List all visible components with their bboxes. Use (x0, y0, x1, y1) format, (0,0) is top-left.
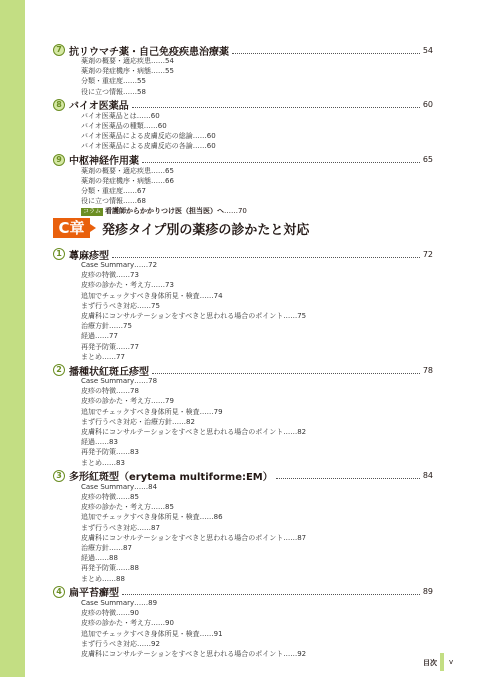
toc-entry: 再発予防策……88 (81, 564, 139, 573)
toc-entry: 薬剤の概要・適応疾患……65 (81, 166, 174, 175)
section-number-badge: 4 (53, 586, 65, 598)
dot-leader (142, 156, 420, 163)
dot-leader (112, 251, 420, 258)
section-page: 60 (422, 100, 433, 110)
toc-entry: 経過……83 (81, 438, 118, 447)
section-number-badge: 3 (53, 470, 65, 482)
dot-leader (276, 472, 420, 479)
toc-entry: 追加でチェックすべき身体所見・検査……79 (81, 407, 223, 416)
toc-entry: 治療方針……75 (81, 322, 132, 331)
toc-entry: まとめ……83 (81, 458, 125, 467)
toc-entry: 役に立つ情報……58 (81, 87, 146, 96)
toc-entry: まず行うべき対応・治療方針……82 (81, 417, 195, 426)
toc-entry: 再発予防策……77 (81, 342, 139, 351)
toc-entry: まとめ……88 (81, 574, 125, 583)
section-items (81, 260, 433, 362)
toc-entry: Case Summary……89 (81, 598, 158, 607)
toc-entry: まず行うべき対応……92 (81, 639, 160, 648)
column-badge: コラム (83, 208, 101, 216)
section-number-badge: 8 (53, 99, 65, 111)
section-number-badge: 9 (53, 154, 65, 166)
toc-entry: 皮疹の特徴……85 (81, 493, 139, 502)
section-number-badge: 2 (53, 364, 65, 376)
section-page: 84 (422, 471, 433, 481)
toc-top-sections (53, 44, 433, 206)
toc-entry: Case Summary……72 (81, 261, 158, 269)
toc-entry: 皮疹の診かた・考え方……73 (81, 281, 174, 290)
chapter-title: 発疹タイプ別の薬疹の診かたと対応 (102, 222, 310, 238)
section-title: 蕁麻疹型 (69, 250, 109, 262)
toc-entry: まず行うべき対応……87 (81, 523, 160, 532)
toc-entry: 皮疹の診かた・考え方……90 (81, 619, 174, 628)
toc-entry: バイオ医薬品とは……60 (81, 111, 160, 120)
toc-entry: 皮膚科にコンサルテーションをすべきと思われる場合のポイント……82 (81, 428, 307, 437)
toc-entry: 皮膚科にコンサルテーションをすべきと思われる場合のポイント……75 (81, 312, 307, 321)
toc-entry: 薬剤の概要・適応疾患……54 (81, 57, 174, 65)
section-page: 65 (422, 155, 433, 165)
toc-entry: 皮膚科にコンサルテーションをすべきと思われる場合のポイント……87 (81, 533, 307, 542)
column-page: ……70 (223, 207, 247, 216)
section-heading (53, 248, 433, 260)
toc-entry: 役に立つ情報……68 (81, 197, 146, 206)
column-text: 看護師からかかりつけ医（担当医）へ (104, 207, 224, 216)
toc-entry: まず行うべき対応……75 (81, 301, 160, 310)
footer-page-number: v (449, 658, 454, 666)
section-title: バイオ医薬品 (69, 101, 129, 113)
section-title: 扁平苔癬型 (69, 588, 119, 600)
footer-bar (440, 653, 444, 671)
section-items (81, 166, 433, 207)
toc-chapter-c (53, 246, 433, 659)
toc-entry: 皮疹の特徴……73 (81, 271, 139, 280)
section-title: 播種状紅斑丘疹型 (69, 366, 149, 378)
toc-entry: 薬剤の発症機序・病態……55 (81, 67, 174, 76)
section-page: 78 (422, 365, 433, 375)
section-page: 72 (422, 249, 433, 259)
toc-entry: Case Summary……78 (81, 377, 158, 386)
section-items (81, 376, 433, 468)
section-items (81, 482, 433, 584)
section-number-badge: 7 (53, 44, 65, 56)
section-title: 中枢神経作用薬 (69, 156, 139, 168)
section-items (81, 111, 433, 152)
toc-entry: 分類・重症度……55 (81, 77, 146, 86)
toc-entry: 追加でチェックすべき身体所見・検査……91 (81, 629, 223, 638)
toc-entry: バイオ医薬品の種類……60 (81, 122, 167, 131)
section-heading (53, 154, 433, 166)
sidebar-band (0, 0, 25, 677)
dot-leader (132, 101, 420, 108)
toc-entry: バイオ医薬品による皮膚反応の総論……60 (81, 132, 216, 141)
toc-entry: 分類・重症度……67 (81, 187, 146, 196)
section-items (81, 56, 433, 97)
section-heading (53, 99, 433, 111)
section-heading (53, 470, 433, 482)
toc-entry: 経過……77 (81, 332, 118, 341)
toc-entry: 皮膚科にコンサルテーションをすべきと思われる場合のポイント……92 (81, 649, 307, 658)
toc-content (53, 0, 433, 216)
toc-entry: バイオ医薬品による皮膚反応の各論……60 (81, 142, 216, 151)
section-page: 89 (422, 587, 433, 597)
toc-entry: まとめ……77 (81, 352, 125, 361)
toc-entry: 皮疹の診かた・考え方……85 (81, 503, 174, 512)
toc-entry: 追加でチェックすべき身体所見・検査……74 (81, 291, 223, 300)
section-title: 多形紅斑型（erytema multiforme:EM） (69, 472, 273, 484)
chapter-badge: C章 (53, 218, 90, 238)
section-title: 抗リウマチ薬・自己免疫疾患治療薬 (69, 46, 229, 58)
toc-entry: 薬剤の発症機序・病態……66 (81, 176, 174, 185)
dot-leader (152, 367, 420, 374)
toc-c-sections (53, 248, 433, 659)
section-heading (53, 586, 433, 598)
toc-entry: 皮疹の特徴……90 (81, 609, 139, 618)
toc-entry: Case Summary……84 (81, 482, 158, 491)
section-page: 54 (422, 45, 433, 55)
toc-entry: 治療方針……87 (81, 544, 132, 553)
toc-entry: 追加でチェックすべき身体所見・検査……86 (81, 513, 223, 522)
toc-entry: 経過……88 (81, 554, 118, 563)
toc-entry: 皮疹の診かた・考え方……79 (81, 397, 174, 406)
dot-leader (232, 47, 420, 54)
toc-entry: 皮疹の特徴……78 (81, 387, 139, 396)
toc-entry: 再発予防策……83 (81, 448, 139, 457)
section-number-badge: 1 (53, 248, 65, 260)
column-entry (81, 206, 433, 216)
section-heading (53, 44, 433, 56)
section-items (81, 598, 433, 659)
section-heading (53, 364, 433, 376)
footer-label: 目次 (423, 659, 437, 667)
chapter-heading (53, 218, 309, 238)
dot-leader (122, 588, 420, 595)
